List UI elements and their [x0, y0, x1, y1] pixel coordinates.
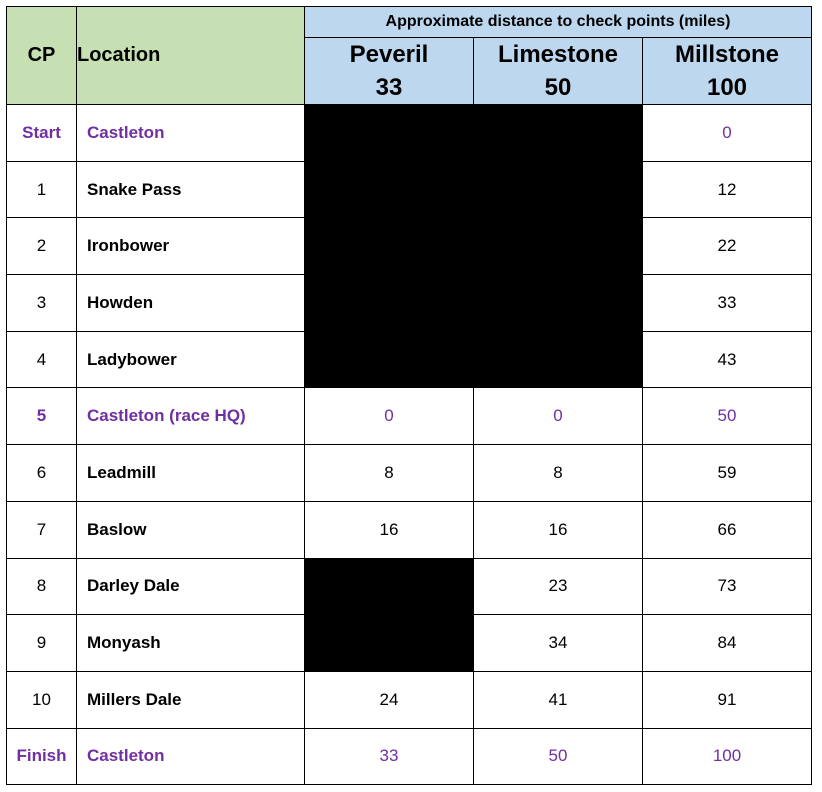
table-row: [7, 275, 812, 332]
blacked-out-cell: [305, 275, 474, 332]
route-header-peveril: [305, 38, 474, 105]
cp-column-header: CP: [7, 7, 77, 105]
blacked-out-cell: [305, 615, 474, 672]
millstone-distance-cell: 33: [643, 275, 812, 332]
location-cell: Snake Pass: [77, 161, 305, 218]
millstone-distance-cell: 22: [643, 218, 812, 275]
checkpoint-distance-table: [6, 6, 812, 785]
location-cell: Howden: [77, 275, 305, 332]
limestone-distance-cell: 0: [474, 388, 643, 445]
route-header-millstone: [643, 38, 812, 105]
table-row: [7, 558, 812, 615]
table-row: [7, 218, 812, 275]
table-row: [7, 671, 812, 728]
table-row: [7, 161, 812, 218]
blacked-out-cell: [474, 218, 643, 275]
blacked-out-cell: [305, 331, 474, 388]
limestone-distance-cell: 41: [474, 671, 643, 728]
limestone-distance-cell: 50: [474, 728, 643, 785]
route-name: Peveril: [349, 41, 429, 68]
location-cell: Castleton (race HQ): [77, 388, 305, 445]
millstone-distance-cell: 59: [643, 445, 812, 502]
location-cell: Millers Dale: [77, 671, 305, 728]
millstone-distance-cell: 91: [643, 671, 812, 728]
table-row: [7, 615, 812, 672]
table-row: [7, 501, 812, 558]
location-cell: Darley Dale: [77, 558, 305, 615]
cp-cell: 7: [7, 501, 77, 558]
table-row: [7, 105, 812, 162]
route-name: Millstone: [674, 41, 779, 68]
route-name: Limestone: [497, 41, 619, 68]
location-cell: Castleton: [77, 105, 305, 162]
location-cell: Monyash: [77, 615, 305, 672]
peveril-distance-cell: 0: [305, 388, 474, 445]
cp-cell: 8: [7, 558, 77, 615]
millstone-distance-cell: 50: [643, 388, 812, 445]
blacked-out-cell: [305, 105, 474, 162]
cp-cell: 4: [7, 331, 77, 388]
route-distance: 50: [544, 74, 572, 101]
blacked-out-cell: [474, 161, 643, 218]
peveril-distance-cell: 16: [305, 501, 474, 558]
cp-cell: Start: [7, 105, 77, 162]
cp-cell: 2: [7, 218, 77, 275]
location-column-header: Location: [77, 7, 305, 105]
distance-group-header: Approximate distance to check points (miles): [305, 7, 812, 38]
blacked-out-cell: [305, 218, 474, 275]
location-cell: Leadmill: [77, 445, 305, 502]
blacked-out-cell: [474, 331, 643, 388]
route-header-limestone: [474, 38, 643, 105]
millstone-distance-cell: 43: [643, 331, 812, 388]
limestone-distance-cell: 8: [474, 445, 643, 502]
blacked-out-cell: [474, 105, 643, 162]
millstone-distance-cell: 66: [643, 501, 812, 558]
route-distance: 100: [706, 74, 748, 101]
limestone-distance-cell: 34: [474, 615, 643, 672]
cp-cell: 6: [7, 445, 77, 502]
cp-cell: 5: [7, 388, 77, 445]
limestone-distance-cell: 16: [474, 501, 643, 558]
table-row: [7, 388, 812, 445]
table-row: [7, 728, 812, 785]
cp-cell: 1: [7, 161, 77, 218]
location-cell: Ironbower: [77, 218, 305, 275]
table-row: [7, 445, 812, 502]
peveril-distance-cell: 8: [305, 445, 474, 502]
millstone-distance-cell: 73: [643, 558, 812, 615]
location-cell: Castleton: [77, 728, 305, 785]
cp-cell: 9: [7, 615, 77, 672]
millstone-distance-cell: 100: [643, 728, 812, 785]
peveril-distance-cell: 24: [305, 671, 474, 728]
blacked-out-cell: [474, 275, 643, 332]
millstone-distance-cell: 12: [643, 161, 812, 218]
cp-cell: 3: [7, 275, 77, 332]
route-distance: 33: [375, 74, 403, 101]
location-cell: Ladybower: [77, 331, 305, 388]
table-row: [7, 331, 812, 388]
peveril-distance-cell: 33: [305, 728, 474, 785]
limestone-distance-cell: 23: [474, 558, 643, 615]
blacked-out-cell: [305, 161, 474, 218]
millstone-distance-cell: 84: [643, 615, 812, 672]
cp-cell: 10: [7, 671, 77, 728]
cp-cell: Finish: [7, 728, 77, 785]
millstone-distance-cell: 0: [643, 105, 812, 162]
location-cell: Baslow: [77, 501, 305, 558]
blacked-out-cell: [305, 558, 474, 615]
